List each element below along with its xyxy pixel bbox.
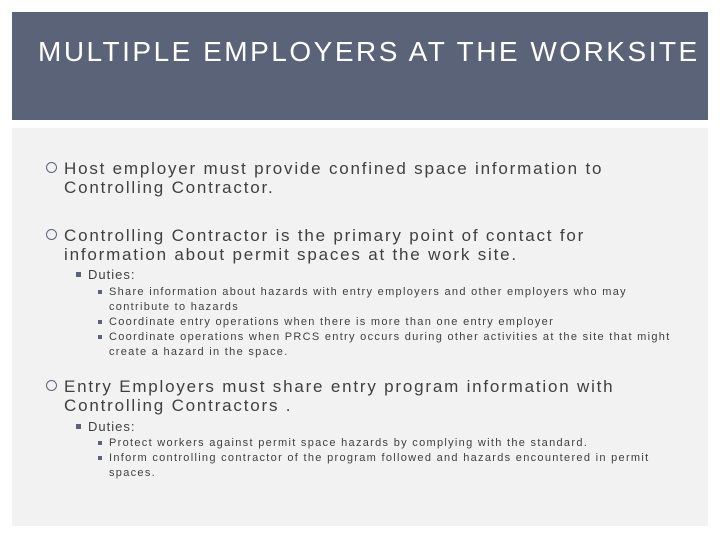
square-bullet-icon (98, 290, 102, 294)
bullet-ring-icon (46, 162, 57, 173)
square-bullet-icon (98, 335, 102, 339)
bullet-controlling-contractor (46, 226, 686, 264)
list-item: Coordinate operations when PRCS entry occurs during other activities at the site that might create a hazard in the space. (98, 330, 678, 360)
bullet-text: Entry Employers must share entry program information with Controlling Contractors . (64, 377, 615, 415)
list-item: Protect workers against permit space hazards by complying with the standard. (98, 436, 678, 451)
square-bullet-icon (76, 272, 81, 277)
duties-list (98, 436, 678, 481)
bullet-text: Host employer must provide confined space information to Controlling Contractor. (64, 159, 604, 197)
list-item: Inform controlling contractor of the program followed and hazards encountered in permit spaces. (98, 451, 678, 481)
square-bullet-icon (76, 424, 81, 429)
square-bullet-icon (98, 441, 102, 445)
bullet-text: Controlling Contractor is the primary point of contact for information about permit spaces at the work site. (64, 226, 586, 264)
square-bullet-icon (98, 320, 102, 324)
duties-list (98, 285, 678, 360)
bullet-ring-icon (46, 380, 57, 391)
bullet-ring-icon (46, 229, 57, 240)
square-bullet-icon (98, 456, 102, 460)
bullet-host-employer (46, 159, 686, 197)
list-item: Coordinate entry operations when there is more than one entry employer (98, 315, 678, 330)
slide-title: MULTIPLE EMPLOYERS AT THE WORKSITE (38, 36, 700, 67)
bullet-entry-employers (46, 377, 686, 415)
title-bar (12, 12, 708, 120)
duties-label: Duties: (76, 419, 135, 434)
duties-label: Duties: (76, 267, 135, 282)
list-item: Share information about hazards with entry employers and other employers who may contribute to hazards (98, 285, 678, 315)
